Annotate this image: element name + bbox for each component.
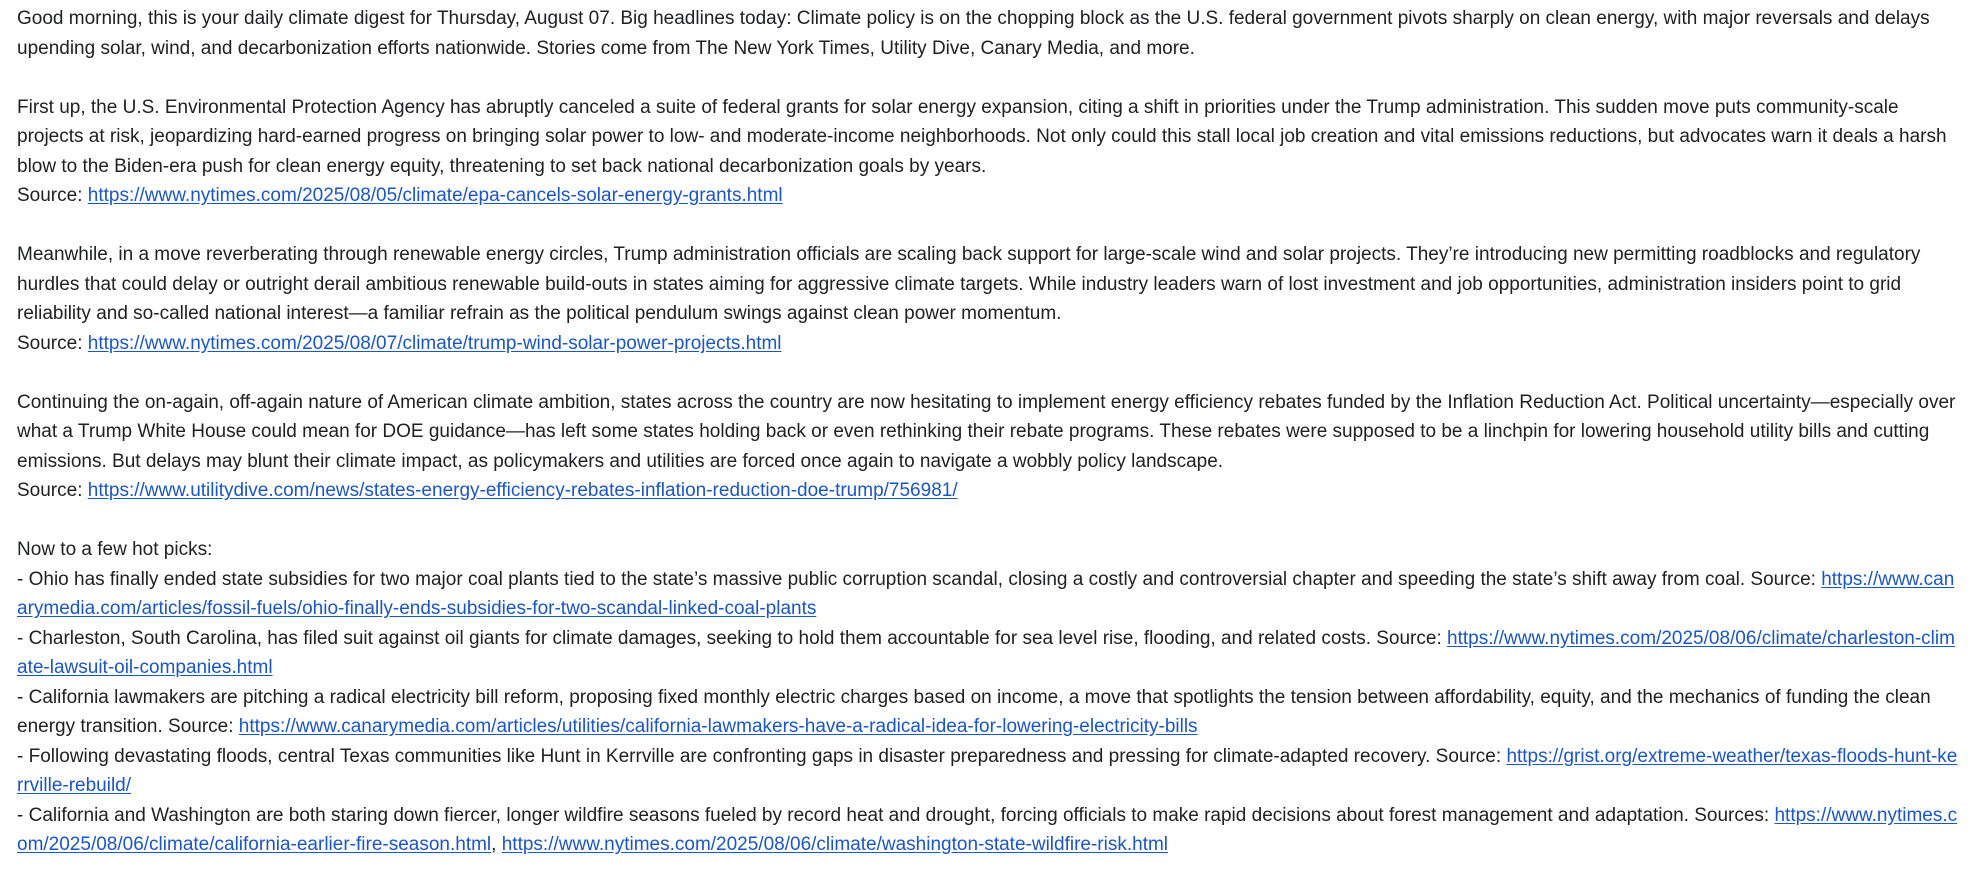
- story-2-source-link[interactable]: https://www.nytimes.com/2025/08/07/climate/trump-wind-solar-power-projects.html: [87, 332, 782, 354]
- hot-pick-3-link[interactable]: https://www.canarymedia.com/articles/utilities/california-lawmakers-have-a-radical-idea-for-lowering-electricity-bills: [238, 716, 1198, 737]
- link-separator: ,: [491, 834, 502, 855]
- hot-pick-text: - Following devastating floods, central Texas communities like Hunt in Kerrville are confronting gaps in disaster preparedness and pressing for climate-adapted recovery. Source:: [17, 745, 1507, 767]
- story-1-body: First up, the U.S. Environmental Protection Agency has abruptly canceled a suite of federal grants for solar energy expansion, citing a shift in priorities under the Trump administration. This sudden move puts community-scale projects at risk, jeopardizing hard-earned progress on bringing solar power to low- and moderate-income neighborhoods. Not only could this stall local job creation and vital emissions reductions, but advocates warn it deals a harsh blow to the Biden-era push for clean energy equity, threatening to set back national decarbonization goals by years.: [17, 96, 1947, 177]
- story-3: [17, 388, 1962, 506]
- hot-pick-1-link[interactable]: https://www.canarymedia.com/articles/fossil-fuels/ohio-finally-ends-subsidies-for-two-scandal-linked-coal-plants: [17, 568, 1955, 619]
- hot-pick-item-3: [17, 683, 1962, 742]
- story-2-source: [17, 329, 1962, 359]
- hot-pick-item-4: [17, 742, 1962, 801]
- story-2: [17, 240, 1962, 358]
- hot-pick-text: - California lawmakers are pitching a radical electricity bill reform, proposing fixed monthly electric charges based on income, a move that spotlights the tension between affordability, equity, and the mechanics of funding the clean energy transition. Source:: [17, 686, 1931, 737]
- hot-pick-item-2: [17, 624, 1962, 683]
- hot-pick-text: - Charleston, South Carolina, has filed suit against oil giants for climate damages, seeking to hold them accountable for sea level rise, flooding, and related costs. Source:: [17, 627, 1448, 649]
- story-3-source: [17, 476, 1962, 506]
- source-label: Source:: [17, 185, 88, 206]
- hot-pick-text: - Ohio has finally ended state subsidies for two major coal plants tied to the state’s massive public corruption scandal, closing a costly and controversial chapter and speeding the state’s shift away from coal. Source:: [17, 568, 1822, 590]
- hot-pick-5-link-2[interactable]: https://www.nytimes.com/2025/08/06/climate/washington-state-wildfire-risk.html: [501, 834, 1169, 855]
- story-3-source-link[interactable]: https://www.utilitydive.com/news/states-energy-efficiency-rebates-inflation-reduction-doe-trump/756981/: [87, 480, 958, 501]
- story-3-body: Continuing the on-again, off-again nature of American climate ambition, states across the country are now hesitating to implement energy efficiency rebates funded by the Inflation Reduction Act. Political uncertainty—especially over what a Trump White House could mean for DOE guidance—has left some states holding back or even rethinking their rebate programs. These rebates were supposed to be a linchpin for lowering household utility bills and cutting emissions. But delays may blunt their climate impact, as policymakers and utilities are forced once again to navigate a wobbly policy landscape.: [17, 391, 1956, 472]
- hot-picks: [17, 535, 1962, 860]
- story-1: [17, 93, 1962, 211]
- source-label: Source:: [17, 332, 88, 354]
- story-2-body: Meanwhile, in a move reverberating through renewable energy circles, Trump administration officials are scaling back support for large-scale wind and solar projects. They’re introducing new permitting roadblocks and regulatory hurdles that could delay or outright derail ambitious renewable build-outs in states aiming for aggressive climate targets. While industry leaders warn of lost investment and job opportunities, administration insiders point to grid reliability and so-called national interest—a familiar refrain as the political pendulum swings against clean power momentum.: [17, 244, 1921, 324]
- story-1-source: [17, 181, 1962, 211]
- hot-pick-5-link-1[interactable]: https://www.nytimes.com/2025/08/06/climate/california-earlier-fire-season.html: [17, 804, 1958, 855]
- source-label: Source:: [17, 480, 88, 501]
- intro-paragraph: [17, 4, 1962, 63]
- story-1-source-link[interactable]: https://www.nytimes.com/2025/08/05/climate/epa-cancels-solar-energy-grants.html: [87, 185, 783, 206]
- hot-pick-4-link[interactable]: https://grist.org/extreme-weather/texas-floods-hunt-kerrville-rebuild/: [17, 745, 1958, 796]
- hot-pick-2-link[interactable]: https://www.nytimes.com/2025/08/06/climate/charleston-climate-lawsuit-oil-companies.html: [17, 627, 1955, 678]
- hot-pick-item-1: [17, 565, 1962, 624]
- hot-picks-heading: Now to a few hot picks:: [17, 539, 213, 560]
- intro-text: Good morning, this is your daily climate digest for Thursday, August 07. Big headlines today: Climate policy is on the chopping block as the U.S. federal government pivots sharply on clean energy, with major reversals and delays upending solar, wind, and decarbonization efforts nationwide. Stories come from The New York Times, Utility Dive, Canary Media, and more.: [17, 8, 1930, 59]
- hot-pick-item-5: [17, 801, 1962, 860]
- hot-pick-text: - California and Washington are both staring down fiercer, longer wildfire seasons fueled by record heat and drought, forcing officials to make rapid decisions about forest management and adaptation. Sources:: [17, 804, 1775, 826]
